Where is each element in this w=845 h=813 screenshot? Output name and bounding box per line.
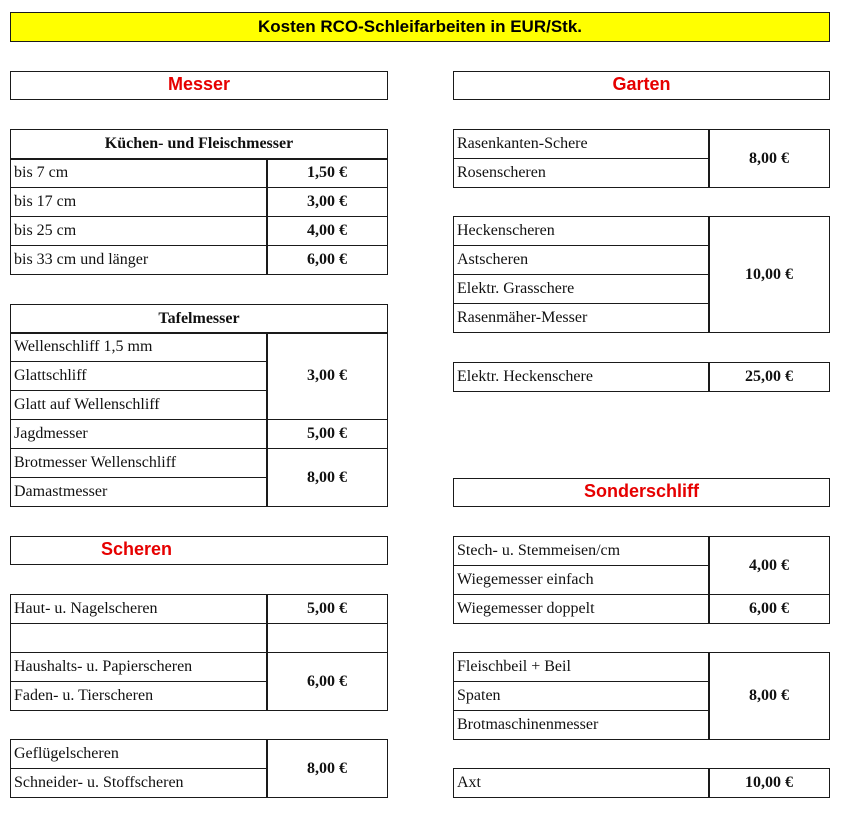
price-cell: 5,00 €	[266, 419, 388, 449]
table-row-label: bis 25 cm	[10, 216, 268, 246]
table-row-label: Rosenscheren	[453, 158, 710, 188]
table-row-label: Jagdmesser	[10, 419, 268, 449]
price-cell: 4,00 €	[266, 216, 388, 246]
table-row-label: Elektr. Grasschere	[453, 274, 710, 304]
table-row-label: Glattschliff	[10, 361, 268, 391]
price-cell: 5,00 €	[266, 594, 388, 624]
section-sonderschliff: Sonderschliff	[453, 478, 830, 507]
price-cell: 1,50 €	[266, 158, 388, 188]
table-row-label: Wiegemesser doppelt	[453, 594, 710, 624]
price-cell: 8,00 €	[708, 129, 830, 188]
price-cell	[266, 623, 388, 653]
section-scheren: Scheren	[10, 536, 388, 565]
price-cell: 10,00 €	[708, 768, 830, 798]
price-cell: 6,00 €	[266, 652, 388, 711]
price-cell: 3,00 €	[266, 187, 388, 217]
table-row-label: Heckenscheren	[453, 216, 710, 246]
kuechen-header: Küchen- und Fleischmesser	[10, 129, 388, 160]
table-row-label: Wiegemesser einfach	[453, 565, 710, 595]
table-row-label: Rasenmäher-Messer	[453, 303, 710, 333]
table-row-label: Axt	[453, 768, 710, 798]
table-row-label: Glatt auf Wellenschliff	[10, 390, 268, 420]
table-row-label: Schneider- u. Stoffscheren	[10, 768, 268, 798]
table-row-label: bis 17 cm	[10, 187, 268, 217]
price-cell: 6,00 €	[266, 245, 388, 275]
section-messer: Messer	[10, 71, 388, 100]
price-cell: 25,00 €	[708, 362, 830, 392]
table-row-label: Geflügelscheren	[10, 739, 268, 769]
table-row-label: Stech- u. Stemmeisen/cm	[453, 536, 710, 566]
table-row-label: Wellenschliff 1,5 mm	[10, 332, 268, 362]
table-row-label: bis 7 cm	[10, 158, 268, 188]
table-row-label: Brotmaschinenmesser	[453, 710, 710, 740]
table-row-label: Rasenkanten-Schere	[453, 129, 710, 159]
tafel-header: Tafelmesser	[10, 304, 388, 334]
table-row-label: Fleischbeil + Beil	[453, 652, 710, 682]
table-row-label: Astscheren	[453, 245, 710, 275]
table-row-label: Haut- u. Nagelscheren	[10, 594, 268, 624]
section-garten: Garten	[453, 71, 830, 100]
table-row-label: Damastmesser	[10, 477, 268, 507]
table-row-label: bis 33 cm und länger	[10, 245, 268, 275]
table-row-label: Spaten	[453, 681, 710, 711]
table-row-label: Brotmesser Wellenschliff	[10, 448, 268, 478]
table-row-label	[10, 623, 268, 653]
table-row-label: Elektr. Heckenschere	[453, 362, 710, 392]
table-row-label: Faden- u. Tierscheren	[10, 681, 268, 711]
price-cell: 10,00 €	[708, 216, 830, 333]
page-title: Kosten RCO-Schleifarbeiten in EUR/Stk.	[10, 12, 830, 42]
price-cell: 6,00 €	[708, 594, 830, 624]
price-cell: 4,00 €	[708, 536, 830, 595]
price-cell: 3,00 €	[266, 332, 388, 420]
price-cell: 8,00 €	[266, 739, 388, 798]
table-row-label: Haushalts- u. Papierscheren	[10, 652, 268, 682]
price-cell: 8,00 €	[708, 652, 830, 740]
price-cell: 8,00 €	[266, 448, 388, 507]
